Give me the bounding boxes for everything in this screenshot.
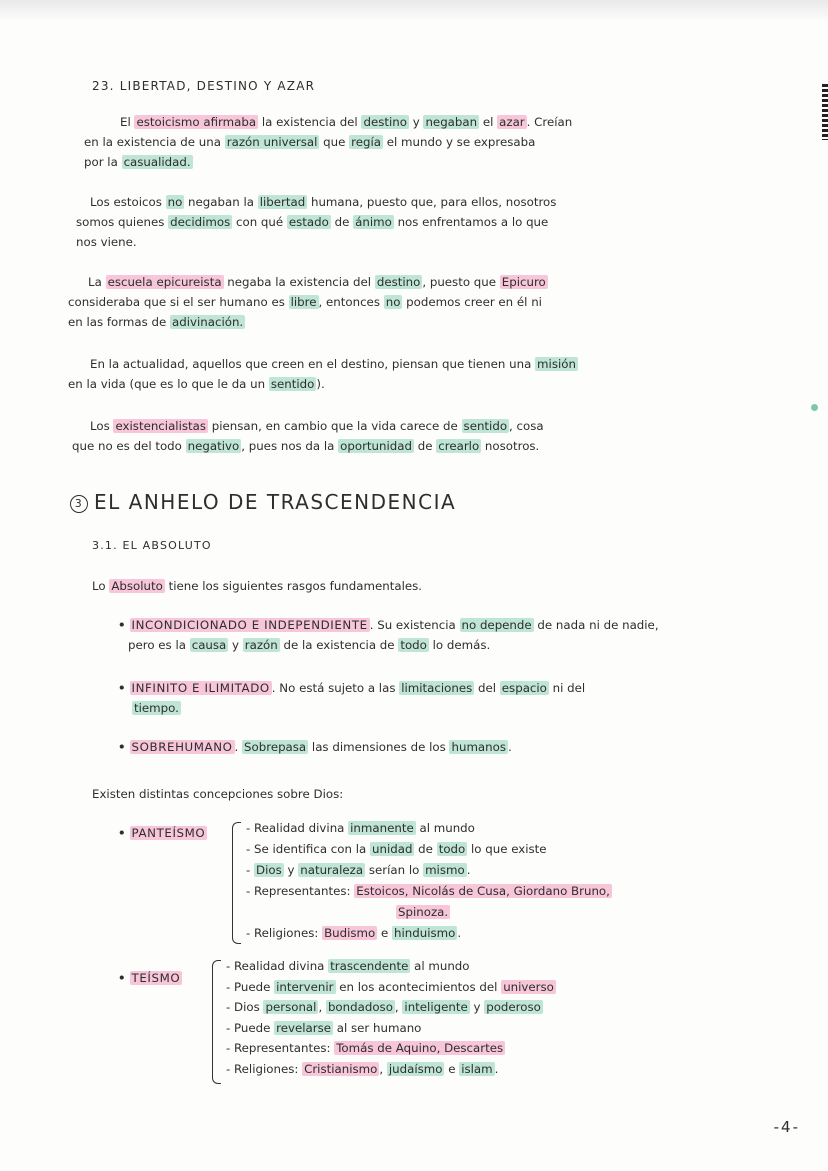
highlight-green: unidad [372, 842, 413, 856]
highlight-pink: existencialistas [115, 419, 206, 433]
highlight-pink: Cristianismo [304, 1061, 378, 1076]
text: y [228, 638, 243, 652]
highlight-green: judaísmo [388, 1061, 443, 1076]
text: de nada ni de nadie, [533, 618, 659, 632]
text: de [414, 842, 437, 856]
panteismo-label [118, 823, 207, 843]
text: y [283, 863, 299, 877]
text: . [457, 926, 462, 940]
highlight-green: limitaciones [401, 681, 473, 695]
highlight-pink: PANTEÍSMO [131, 826, 206, 840]
text: de [414, 439, 437, 453]
text: ). [316, 377, 325, 391]
text: tiene los siguientes rasgos fundamentales. [164, 579, 423, 593]
highlight-green: razón universal [226, 135, 318, 149]
bullet-incondicionado [118, 615, 659, 655]
text: Lo [92, 579, 110, 593]
highlight-green: bondadoso [327, 1000, 393, 1014]
highlight-green: sentido [270, 377, 315, 391]
text: del [474, 681, 500, 695]
text: de [330, 215, 354, 229]
highlight-green: trascendente [330, 959, 409, 973]
bullet-dot-icon: • [118, 681, 126, 695]
highlight-green: oportunidad [340, 439, 412, 453]
text: e [444, 1061, 460, 1076]
panteismo-list [246, 818, 612, 944]
section-heading-text: EL ANHELO DE TRASCENDENCIA [94, 490, 457, 514]
text: humana, puesto que, para ellos, nosotros [307, 195, 557, 209]
highlight-green: revelarse [276, 1020, 332, 1035]
text: Existen distintas concepciones sobre Dios: [92, 787, 344, 801]
text: , cosa [509, 419, 544, 433]
text: - Puede [226, 1020, 275, 1035]
text: pero es la [128, 638, 190, 652]
section-23-title [92, 76, 315, 96]
highlight-green: adivinación. [172, 315, 244, 329]
paragraph-existencialistas [72, 416, 544, 456]
highlight-green: negaban [425, 115, 478, 129]
highlight-green: inmanente [350, 821, 414, 835]
highlight-pink: Estoicos, Nicolás de Cusa, Giordano Bruno, [356, 884, 610, 898]
text: en los acontecimientos del [335, 979, 502, 994]
text: negaba la existencia del [223, 275, 375, 289]
highlight-green: humanos [451, 740, 506, 754]
text: la existencia del [258, 115, 362, 129]
highlight-green: sentido [463, 419, 508, 433]
highlight-green: destino [376, 275, 421, 289]
text: , pues nos da la [241, 439, 339, 453]
text: al mundo [410, 959, 470, 973]
text: . Creían [526, 115, 573, 129]
paragraph-estoicos-libertad [76, 192, 556, 252]
text: - Religiones: [226, 1061, 303, 1076]
highlight-pink: universo [503, 979, 554, 994]
text: . [466, 863, 471, 877]
paragraph-estoicismo [84, 112, 572, 172]
highlight-pink: Absoluto [111, 579, 163, 593]
text: , puesto que [422, 275, 500, 289]
highlight-pink: INCONDICIONADO E INDEPENDIENTE [131, 618, 368, 632]
text: , [318, 1000, 326, 1014]
text: Los estoicos [90, 195, 166, 209]
text: . [494, 1061, 499, 1076]
paragraph-actualidad [68, 354, 578, 394]
text: . [234, 740, 243, 754]
highlight-pink: azar [499, 115, 525, 129]
highlight-green: tiempo. [134, 701, 179, 715]
teismo-list [226, 956, 556, 1079]
highlight-green: libertad [259, 195, 306, 209]
page-top-shadow [0, 0, 828, 22]
margin-green-dot [811, 404, 818, 411]
highlight-green: libre [290, 295, 317, 309]
text: El [120, 115, 135, 129]
highlight-green: razón [244, 638, 278, 652]
highlight-green: poderoso [486, 1000, 541, 1014]
highlight-green: intervenir [276, 979, 334, 994]
text: . Su existencia [369, 618, 460, 632]
text: y [469, 1000, 485, 1014]
text: consideraba que si el ser humano es [68, 295, 289, 309]
text: de la existencia de [279, 638, 399, 652]
text: , [394, 1000, 403, 1014]
highlight-green: Sobrepasa [244, 740, 307, 754]
highlight-pink: Budismo [324, 926, 376, 940]
text: nosotros. [481, 439, 540, 453]
text: y [408, 115, 424, 129]
highlight-green: estado [288, 215, 329, 229]
section-3-heading [70, 488, 456, 516]
highlight-green: naturaleza [300, 863, 364, 877]
text: que no es del todo [72, 439, 186, 453]
highlight-green: inteligente [404, 1000, 468, 1014]
bullet-dot-icon: • [118, 740, 126, 754]
highlight-green: misión [537, 357, 576, 371]
text: - Puede [226, 979, 275, 994]
highlight-green: ánimo [355, 215, 392, 229]
paragraph-epicureista [68, 272, 548, 332]
highlight-green: crearlo [438, 439, 480, 453]
highlight-pink: Spinoza. [398, 905, 449, 919]
bullet-dot-icon: • [118, 971, 126, 985]
highlight-green: todo [438, 842, 466, 856]
text: - Dios [226, 1000, 264, 1014]
text: las dimensiones de los [308, 740, 450, 754]
highlight-green: casualidad. [123, 155, 191, 169]
highlight-green: no [167, 195, 183, 209]
text: lo que existe [467, 842, 547, 856]
text: negaban la [184, 195, 258, 209]
text: - Se identifica con la [246, 842, 370, 856]
text: serían lo [365, 863, 424, 877]
highlight-green: causa [191, 638, 227, 652]
text: con qué [232, 215, 287, 229]
text: nos viene. [76, 235, 137, 249]
highlight-pink: escuela epicureista [107, 275, 222, 289]
text: el [479, 115, 498, 129]
highlight-pink: TEÍSMO [131, 971, 181, 985]
text: por la [84, 155, 122, 169]
highlight-green: Dios [256, 863, 282, 877]
highlight-pink: estoicismo afirmaba [136, 115, 257, 129]
text: - Representantes: [246, 884, 355, 898]
text: En la actualidad, aquellos que creen en el destino, piensan que tienen una [90, 357, 536, 371]
text: al mundo [415, 821, 475, 835]
highlight-green: espacio [501, 681, 547, 695]
text: el mundo y se expresaba [383, 135, 536, 149]
text: Los [90, 419, 114, 433]
highlight-green: mismo [425, 863, 465, 877]
teismo-label [118, 968, 182, 988]
text: lo demás. [428, 638, 491, 652]
highlight-pink: INFINITO E ILIMITADO [131, 681, 270, 695]
highlight-green: negativo [187, 439, 240, 453]
page-number: -4- [773, 1118, 800, 1136]
text: , [379, 1061, 387, 1076]
text: somos quienes [76, 215, 169, 229]
highlight-green: regía [351, 135, 382, 149]
text: piensan, en cambio que la vida carece de [208, 419, 462, 433]
highlight-pink: SOBREHUMANO [131, 740, 233, 754]
text: en la existencia de una [84, 135, 225, 149]
highlight-green: decidimos [170, 215, 231, 229]
highlight-green: personal [265, 1000, 317, 1014]
text: en la vida (que es lo que le da un [68, 377, 269, 391]
conceptions-intro [92, 784, 343, 804]
text: - Realidad divina [226, 959, 329, 973]
bullet-sobrehumano [118, 737, 512, 757]
subsection-title-text: 3.1. EL ABSOLUTO [92, 539, 212, 552]
text: - [246, 863, 255, 877]
text: e [377, 926, 393, 940]
highlight-green: hinduismo [394, 926, 456, 940]
highlight-pink: Epicuro [501, 275, 546, 289]
highlight-pink: Tomás de Aquino, Descartes [336, 1041, 504, 1055]
text: ni del [548, 681, 586, 695]
section-31-title [92, 536, 212, 556]
highlight-green: islam [461, 1061, 493, 1076]
section-title-text: 23. LIBERTAD, DESTINO Y AZAR [92, 79, 316, 93]
text: en las formas de [68, 315, 171, 329]
highlight-green: no depende [461, 618, 532, 632]
binding-edge-mark [822, 84, 828, 140]
highlight-green: destino [363, 115, 407, 129]
highlight-green: no [385, 295, 401, 309]
circled-number: 3 [70, 495, 88, 513]
teismo-brace [212, 960, 221, 1084]
bullet-infinito [118, 678, 585, 718]
panteismo-brace [232, 822, 241, 944]
absoluto-intro [92, 576, 422, 596]
text: , entonces [318, 295, 384, 309]
text: - Religiones: [246, 926, 323, 940]
text: al ser humano [333, 1020, 422, 1035]
highlight-green: todo [400, 638, 427, 652]
bullet-dot-icon: • [118, 618, 126, 632]
text: - Representantes: [226, 1041, 335, 1055]
text: que [319, 135, 350, 149]
text: nos enfrentamos a lo que [393, 215, 549, 229]
bullet-dot-icon: • [118, 826, 126, 840]
text: podemos creer en él ni [402, 295, 542, 309]
text: . No está sujeto a las [271, 681, 400, 695]
text: - Realidad divina [246, 821, 349, 835]
text: . [508, 740, 512, 754]
text: La [88, 275, 106, 289]
